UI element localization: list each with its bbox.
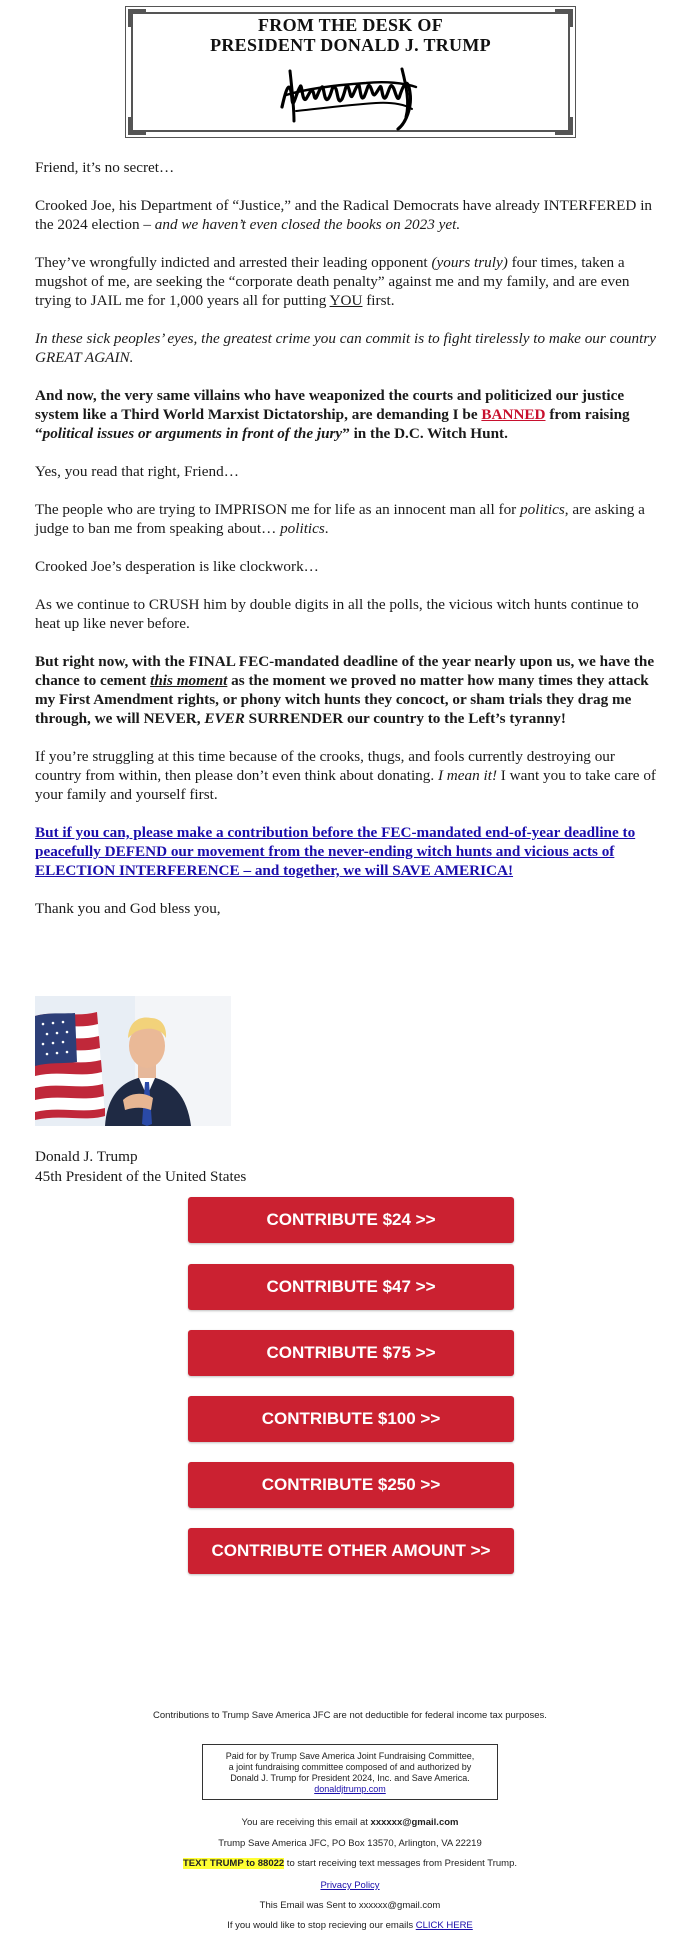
signoff — [35, 1147, 246, 1187]
p2-italic: (yours truly) — [431, 254, 508, 271]
signature-image — [276, 59, 426, 131]
unsubscribe-line — [0, 1920, 700, 1931]
header-line-2: PRESIDENT DONALD J. TRUMP — [210, 35, 491, 55]
privacy-policy-link[interactable]: Privacy Policy — [320, 1880, 380, 1891]
contribute-47-button[interactable]: CONTRIBUTE $47 >> — [188, 1264, 514, 1310]
contribute-100-button[interactable]: CONTRIBUTE $100 >> — [188, 1396, 514, 1442]
paid-line-2: a joint fundraising committee composed of and authorized by — [228, 1762, 472, 1772]
receiving-line — [0, 1817, 700, 1828]
p4-italic: political issues or arguments in front of the jury — [42, 425, 343, 442]
text-trump-highlight: TEXT TRUMP to 88022 — [182, 1858, 285, 1869]
cta-link[interactable]: But if you can, please make a contribution before the FEC-mandated end-of-year deadline to peacefully DEFEND our movement from the never-ending witch hunts and vicious acts of ELECTION INTERFERENCE – and together, we will SAVE AMERICA! — [35, 824, 636, 879]
p4-text: And now, the very same villains who have weaponized the courts and politicized our justice system like a Third World Marxist Dictatorship, are demanding I be — [35, 387, 625, 423]
p6-end: . — [324, 520, 329, 537]
p4-text-cont: from raising “ — [35, 406, 630, 442]
paid-line-1: Paid for by Trump Save America Joint Fundraising Committee, — [225, 1751, 475, 1761]
contribute-other-button[interactable]: CONTRIBUTE OTHER AMOUNT >> — [188, 1528, 514, 1574]
p9-end: SURRENDER our country to the Left’s tyranny! — [244, 710, 566, 727]
unsubscribe-link[interactable]: CLICK HERE — [415, 1920, 473, 1931]
header-title — [126, 15, 575, 55]
tax-note: Contributions to Trump Save America JFC are not deductible for federal income tax purposes. — [153, 1710, 547, 1721]
paragraph-3: In these sick peoples’ eyes, the greatest crime you can commit is to fight tirelessly to make our country GREAT AGAIN. — [35, 330, 656, 366]
paragraph-6 — [35, 500, 665, 538]
unsubscribe-text: If you would like to stop recieving our emails — [227, 1920, 416, 1931]
p9-text: But right now, with the FINAL FEC-mandated deadline of the year nearly upon us, we have the chance to cement — [35, 653, 655, 689]
corner-ornament — [128, 117, 146, 135]
american-flag-image — [35, 1012, 105, 1120]
greeting: Friend, it’s no secret… — [35, 159, 175, 176]
trump-photo — [35, 996, 231, 1126]
p2-underline: YOU — [329, 292, 363, 309]
receiving-text: You are receiving this email at — [241, 1817, 371, 1828]
paragraph-5: Yes, you read that right, Friend… — [35, 463, 239, 480]
cta-paragraph — [35, 823, 665, 880]
paid-line-3: Donald J. Trump for President 2024, Inc. and Save America. — [230, 1773, 470, 1783]
paragraph-2 — [35, 253, 665, 310]
contribute-75-button[interactable]: CONTRIBUTE $75 >> — [188, 1330, 514, 1376]
p1-italic: and we haven’t even closed the books on 2023 yet. — [154, 216, 461, 233]
text-signup-line — [0, 1858, 700, 1869]
p4-end: ” in the D.C. Witch Hunt. — [342, 425, 508, 442]
mailing-address: Trump Save America JFC, PO Box 13570, Arlington, VA 22219 — [218, 1838, 482, 1849]
p2-text-cont: four times, taken a mugshot of me, are seeking the “corporate death penalty” against me and my family, and are even trying to JAIL me for 1,000 years all for putting — [35, 254, 630, 309]
corner-ornament — [555, 117, 573, 135]
signoff-title: 45th President of the United States — [35, 1168, 247, 1185]
donaldjtrump-link[interactable]: donaldjtrump.com — [314, 1784, 386, 1794]
paragraph-7: Crooked Joe’s desperation is like clockwork… — [35, 558, 319, 575]
p6-italic-1: politics — [520, 501, 565, 518]
p9-this-moment: this moment — [150, 672, 228, 689]
paid-for-box — [202, 1744, 498, 1800]
p6-text: The people who are trying to IMPRISON me for life as an innocent man all for — [35, 501, 521, 518]
p1-text: Crooked Joe, his Department of “Justice,” and the Radical Democrats have already INTERFERED in the 2024 election – — [35, 197, 653, 233]
p10-end: I want you to take care of your family and yourself first. — [35, 767, 656, 803]
paragraph-8: As we continue to CRUSH him by double digits in all the polls, the vicious witch hunts continue to heat up like never before. — [35, 596, 639, 632]
p6-italic-2: politics — [280, 520, 325, 537]
contribute-24-button[interactable]: CONTRIBUTE $24 >> — [188, 1197, 514, 1243]
signoff-name: Donald J. Trump — [35, 1148, 138, 1165]
sent-to-line: This Email was Sent to xxxxxx@gmail.com — [259, 1900, 441, 1911]
banned-word: BANNED — [481, 406, 546, 423]
p9-text-cont: as the moment we proved no matter how many times they attack my First Amendment rights, or phony witch hunts they concoct, or sham trials they drag me through, we will NEVER, — [35, 672, 649, 727]
contribute-250-button[interactable]: CONTRIBUTE $250 >> — [188, 1462, 514, 1508]
paragraph-9 — [35, 652, 665, 728]
header-box — [125, 6, 576, 138]
privacy-line — [0, 1880, 700, 1891]
header-line-1: FROM THE DESK OF — [258, 15, 443, 35]
p10-italic: I mean it! — [437, 767, 497, 784]
p10-text: If you’re struggling at this time because of the crooks, thugs, and fools currently destroying our country from within, then please don’t even think about donating. — [35, 748, 615, 784]
letter-body — [35, 158, 665, 937]
p2-text: They’ve wrongfully indicted and arrested their leading opponent — [35, 254, 432, 271]
p2-end: first. — [362, 292, 395, 309]
p9-ever: EVER — [204, 710, 245, 727]
paragraph-4 — [35, 386, 665, 443]
closing: Thank you and God bless you, — [35, 900, 221, 917]
p6-text-cont: , are asking a judge to ban me from speaking about… — [35, 501, 645, 537]
paragraph-10 — [35, 747, 665, 804]
text-signup-rest: to start receiving text messages from President Trump. — [284, 1858, 518, 1869]
paragraph-1 — [35, 196, 665, 234]
receiving-email: xxxxxx@gmail.com — [370, 1817, 459, 1828]
